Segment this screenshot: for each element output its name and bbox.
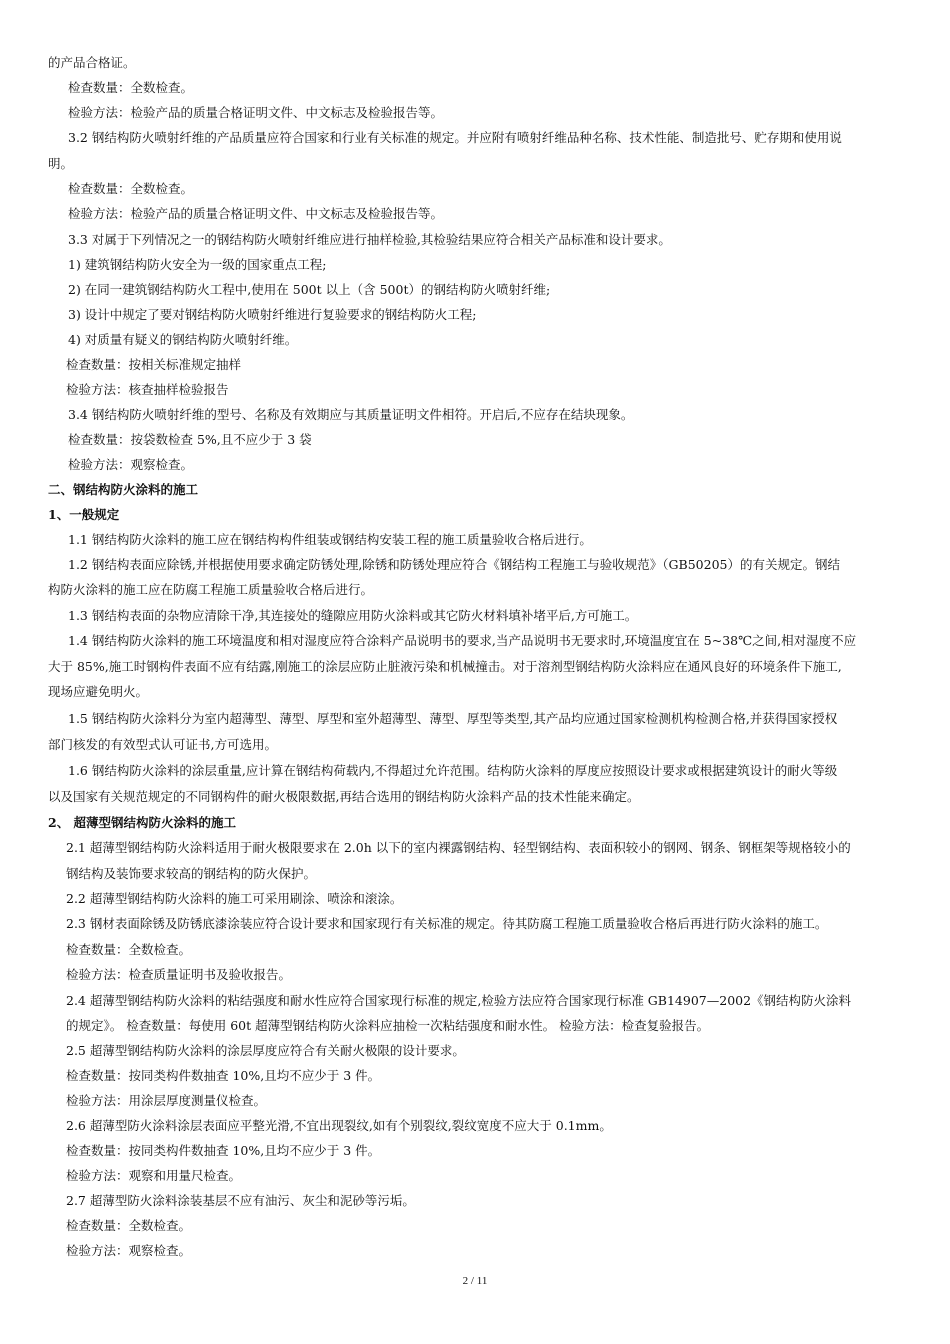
text-line: 1) 建筑钢结构防火安全为一级的国家重点工程; bbox=[68, 257, 327, 272]
text-line: 4) 对质量有疑义的钢结构防火喷射纤维。 bbox=[68, 332, 298, 347]
text-line: 2) 在同一建筑钢结构防火工程中,使用在 500t 以上（含 500t）的钢结构防火喷射纤维; bbox=[68, 282, 551, 297]
text-line: 检验方法：核查抽样检验报告 bbox=[66, 382, 229, 397]
text-line: 检验方法：检验产品的质量合格证明文件、中文标志及检验报告等。 bbox=[68, 105, 444, 120]
text-line: 1.5 钢结构防火涂料分为室内超薄型、薄型、厚型和室外超薄型、薄型、厚型等类型,其产品均应通过国家检测机构检测合格,并获得国家授权 bbox=[68, 711, 838, 726]
text-line: 构防火涂料的施工应在防腐工程施工质量验收合格后进行。 bbox=[48, 582, 374, 597]
text-line: 检查数量：按同类构件数抽查 10%,且均不应少于 3 件。 bbox=[66, 1068, 381, 1083]
text-line: 1.1 钢结构防火涂料的施工应在钢结构构件组装或钢结构安装工程的施工质量验收合格后进行。 bbox=[68, 532, 592, 547]
text-line: 2.1 超薄型钢结构防火涂料适用于耐火极限要求在 2.0h 以下的室内裸露钢结构、轻型钢结构、表面积较小的钢网、钢条、钢框架等规格较小的 bbox=[66, 840, 851, 855]
text-line: 检查数量：按同类构件数抽查 10%,且均不应少于 3 件。 bbox=[66, 1143, 381, 1158]
text-line: 2.6 超薄型防火涂料涂层表面应平整光滑,不宜出现裂纹,如有个别裂纹,裂纹宽度不应大于 0.1mm。 bbox=[66, 1118, 612, 1133]
text-line: 2.3 钢材表面除锈及防锈底漆涂装应符合设计要求和国家现行有关标准的规定。待其防腐工程施工质量验收合格后再进行防火涂料的施工。 bbox=[66, 916, 828, 931]
text-line: 检查数量：全数检查。 bbox=[68, 80, 194, 95]
text-line: 检查数量：按袋数检查 5%,且不应少于 3 袋 bbox=[68, 432, 312, 447]
text-line: 1.2 钢结构表面应除锈,并根据使用要求确定防锈处理,除锈和防锈处理应符合《钢结构工程施工与验收规范》（GB50205）的有关规定。钢结 bbox=[68, 557, 840, 572]
text-line: 的产品合格证。 bbox=[48, 55, 136, 70]
text-line: 3) 设计中规定了要对钢结构防火喷射纤维进行复验要求的钢结构防火工程; bbox=[68, 307, 477, 322]
text-line: 3.4 钢结构防火喷射纤维的型号、名称及有效期应与其质量证明文件相符。开启后,不应存在结块现象。 bbox=[68, 407, 634, 422]
text-line: 检验方法：观察检查。 bbox=[68, 457, 194, 472]
text-line: 检验方法：用涂层厚度测量仪检查。 bbox=[66, 1093, 267, 1108]
text-line: 1.6 钢结构防火涂料的涂层重量,应计算在钢结构荷载内,不得超过允许范围。结构防火涂料的厚度应按照设计要求或根据建筑设计的耐火等级 bbox=[68, 763, 838, 778]
text-line: 检验方法：观察和用量尺检查。 bbox=[66, 1168, 242, 1183]
text-line: 检查数量：按相关标准规定抽样 bbox=[66, 357, 242, 372]
text-line: 2.5 超薄型钢结构防火涂料的涂层厚度应符合有关耐火极限的设计要求。 bbox=[66, 1043, 465, 1058]
text-line: 检查数量：全数检查。 bbox=[66, 1218, 192, 1233]
text-line: 钢结构及装饰要求较高的钢结构的防火保护。 bbox=[66, 866, 317, 881]
text-line: 1.3 钢结构表面的杂物应清除干净,其连接处的缝隙应用防火涂料或其它防火材料填补堵平后,方可施工。 bbox=[68, 608, 638, 623]
subsection-heading: 1、一般规定 bbox=[48, 507, 120, 522]
text-line: 2.4 超薄型钢结构防火涂料的粘结强度和耐水性应符合国家现行标准的规定,检验方法应符合国家现行标准 GB14907—2002《钢结构防火涂料 bbox=[66, 993, 852, 1008]
text-line: 检验方法：观察检查。 bbox=[66, 1243, 192, 1258]
text-line: 明。 bbox=[48, 156, 74, 171]
text-line: 2.2 超薄型钢结构防火涂料的施工可采用刷涂、喷涂和滚涂。 bbox=[66, 891, 403, 906]
text-line: 3.3 对属于下列情况之一的钢结构防火喷射纤维应进行抽样检验,其检验结果应符合相关产品标准和设计要求。 bbox=[68, 232, 671, 247]
text-line: 检验方法：检查质量证明书及验收报告。 bbox=[66, 967, 292, 982]
text-line: 检查数量：全数检查。 bbox=[66, 942, 192, 957]
page-number: 2 / 11 bbox=[462, 1275, 488, 1287]
text-line: 现场应避免明火。 bbox=[48, 684, 149, 699]
text-line: 大于 85%,施工时钢构件表面不应有结露,刚施工的涂层应防止脏液污染和机械撞击。对于溶剂型钢结构防火涂料应在通风良好的环境条件下施工, bbox=[48, 659, 842, 674]
text-line: 检验方法：检验产品的质量合格证明文件、中文标志及检验报告等。 bbox=[68, 206, 444, 221]
text-line: 检查数量：全数检查。 bbox=[68, 181, 194, 196]
text-line: 1.4 钢结构防火涂料的施工环境温度和相对湿度应符合涂料产品说明书的要求,当产品说明书无要求时,环境温度宜在 5~38℃之间,相对湿度不应 bbox=[68, 633, 857, 648]
section-heading: 二、钢结构防火涂料的施工 bbox=[48, 482, 199, 497]
text-line: 部门核发的有效型式认可证书,方可选用。 bbox=[48, 737, 277, 752]
text-line: 2.7 超薄型防火涂料涂装基层不应有油污、灰尘和泥砂等污垢。 bbox=[66, 1193, 415, 1208]
subsection-heading: 2、 超薄型钢结构防火涂料的施工 bbox=[48, 815, 237, 830]
text-line: 3.2 钢结构防火喷射纤维的产品质量应符合国家和行业有关标准的规定。并应附有喷射纤维品种名称、技术性能、制造批号、贮存期和使用说 bbox=[68, 130, 842, 145]
text-line: 的规定》。 检查数量：每使用 60t 超薄型钢结构防火涂料应抽检一次粘结强度和耐水性。 检验方法：检查复验报告。 bbox=[66, 1018, 710, 1033]
text-line: 以及国家有关规范规定的不同钢构件的耐火极限数据,再结合选用的钢结构防火涂料产品的技术性能来确定。 bbox=[48, 789, 640, 804]
